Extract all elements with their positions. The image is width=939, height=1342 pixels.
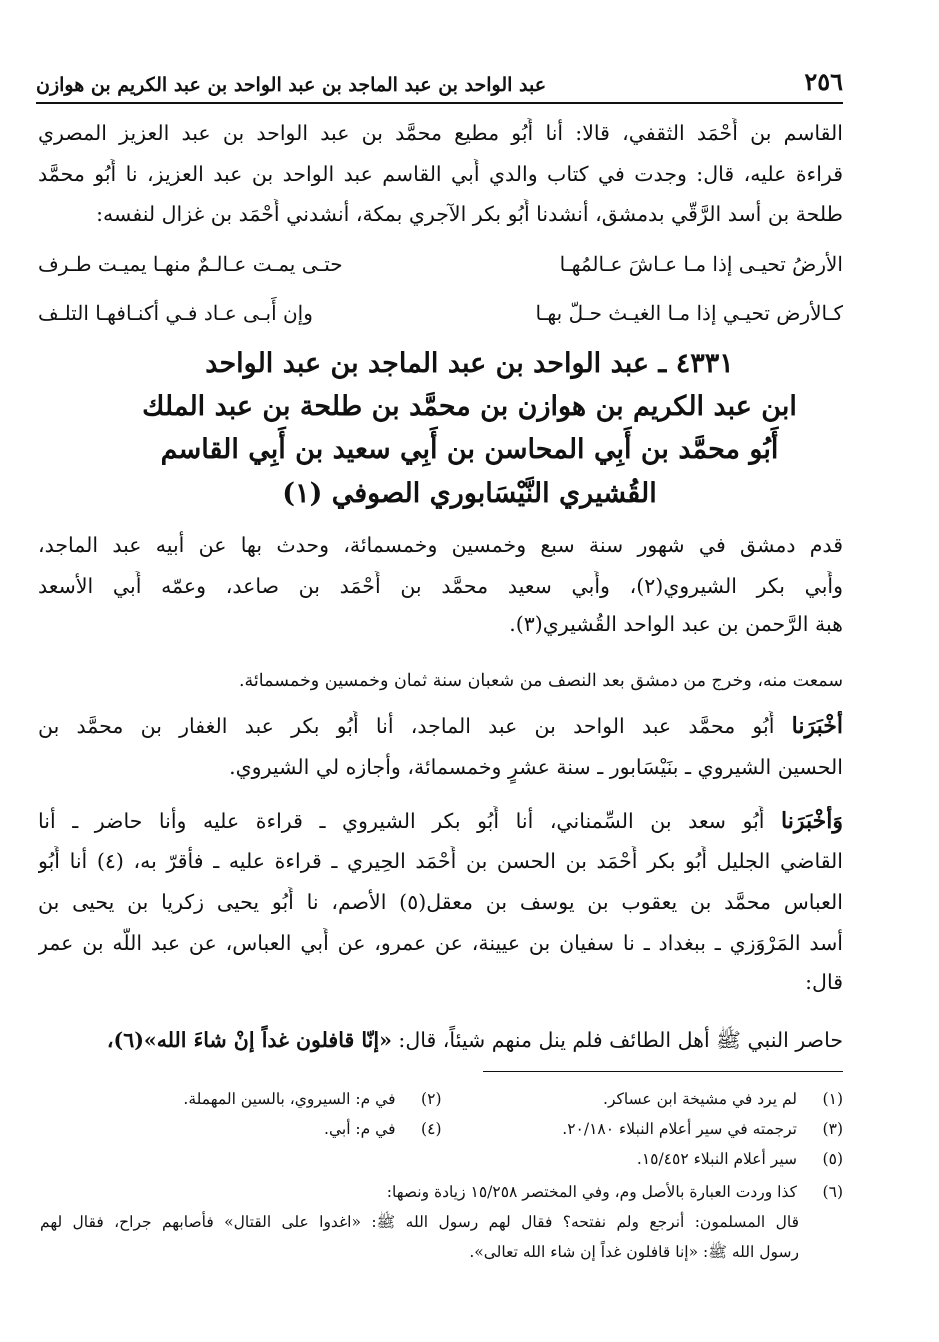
footnote-number: (١) (822, 1090, 843, 1108)
footnote (40, 1117, 442, 1143)
footnote-number: (٤) (421, 1120, 442, 1138)
footnote-text: ترجمته في سير أعلام النبلاء ٢٠/١٨٠. (562, 1120, 797, 1138)
text-line: قراءة عليه، قال: وجدت في كتاب والدي أَبي القاسم عبد الواحد بن عبد العزيز، نا أَبُو محمَّد (38, 162, 843, 186)
footnote-row (40, 1147, 843, 1173)
footnote-continuation: رسول الله ﷺ: «إنا قافلون غداً إن شاء الله تعالى». (469, 1243, 799, 1261)
footnote (363, 1147, 843, 1173)
footnote-number: (٥) (822, 1150, 843, 1168)
biography-heading-line: أَبُو محمَّد بن أَبِي المحاسن بن أَبِي سعيد بن أَبِي القاسم (160, 434, 779, 465)
footnote-text: سير أعلام النبلاء ١٥/٤٥٢. (636, 1150, 797, 1168)
verse-hemistich-second: وإن أَبـى عـاد فـي أكنـافهـا التلـف (38, 301, 313, 325)
footnote-number: (٦) (822, 1183, 843, 1201)
verse-hemistich-first: كـالأرض تحيـي إذا مـا الغيـث حـلّ بهـا (535, 301, 843, 325)
text-line: الحسين الشيروي ـ بنَيْسَابور ـ سنة عشرٍ وخمسمائة، وأجازه لي الشيروي. (229, 755, 843, 779)
footnote-text: في م: السيروي، بالسين المهملة. (183, 1090, 396, 1108)
footnote-continuation: قال المسلمون: أنرجع ولم نفتحه؟ فقال لهم رسول الله ﷺ: «اغدوا على القتال» فأصابهم جراح، فقال لهم (40, 1213, 799, 1231)
verse-line (38, 298, 843, 330)
hadith-line (38, 1025, 843, 1057)
isnad-text: أَبُو محمَّد عبد الواحد بن عبد الماجد، أنا أَبُو بكر عبد الغفار بن محمَّد بن (38, 714, 775, 738)
footnote-text: كذا وردت العبارة بالأصل وم، وفي المختصر ١٥/٢٥٨ زيادة ونصها: (386, 1183, 797, 1201)
hadith-prefix: حاصر النبي ﷺ أهل الطائف فلم ينل منهم شيئاً، قال: (398, 1028, 843, 1052)
footnote (442, 1117, 844, 1143)
biography-heading-line: ابن عبد الكريم بن هوازن بن محمَّد بن طلحة بن عبد الملك (142, 391, 797, 422)
text-line: هبة الرَّحمن بن عبد الواحد القُشيري(٣). (509, 612, 843, 636)
biography-heading-line: القُشيري النَّيْسَابوري الصوفي (١) (282, 478, 657, 509)
footnote-row (40, 1117, 843, 1143)
footnote-text: في م: أبي. (324, 1120, 396, 1138)
verse-line (38, 249, 843, 281)
running-header (36, 56, 843, 104)
footnote-number: (٣) (822, 1120, 843, 1138)
footnote-row (40, 1087, 843, 1113)
text-line: طلحة بن أسد الرَّقّي بدمشق، أنشدنا أَبُو بكر الآجري بمكة، أنشدني أَحْمَد بن غزال لنفسه: (96, 202, 843, 226)
text-line: قال: (805, 970, 843, 994)
text-line: وأَبي بكر الشيروي(٢)، وأَبي سعيد محمَّد بن أَحْمَد بن صاعد، وعمّه أَبي الأسعد (38, 574, 843, 598)
text-line: سمعت منه، وخرج من دمشق بعد النصف من شعبان سنة ثمان وخمسين وخمسمائة. (238, 671, 843, 691)
text-line: القاسم بن أَحْمَد الثقفي، قالا: أنا أَبُو مطيع محمَّد بن عبد الواحد بن عبد العزيز المصري (38, 121, 843, 145)
verse-hemistich-first: الأرضُ تحيـى إذا مـا عـاشَ عـالمُهـا (559, 252, 843, 276)
page-number: ٢٥٦ (804, 67, 843, 96)
text-line: العباس محمَّد بن يعقوب بن يوسف بن معقل(٥) الأصم، نا أَبُو يحيى زكريا بن يحيى بن (38, 890, 843, 914)
text-line (38, 806, 843, 838)
hadith-quote: «إنّا قافلون غداً إنْ شاءَ الله»(٦)، (106, 1028, 392, 1052)
text-line: قدم دمشق في شهور سنة سبع وخمسين وخمسمائة، وحدث بها عن أبيه عبد الماجد، (38, 533, 843, 557)
footnote-separator (483, 1071, 843, 1072)
isnad-text: أَبُو سعد بن السِّمناني، أنا أَبُو بكر الشيروي ـ قراءة عليه وأنا حاضر ـ أنا (38, 809, 765, 833)
footnote-text: لم يرد في مشيخة ابن عساكر. (603, 1090, 797, 1108)
footnote-row (40, 1180, 843, 1206)
text-line: أسد المَرْوَزي ـ ببغداد ـ نا سفيان بن عيينة، عن عمرو، عن أَبي العباس، عن عبد اللَّه بن عمر (38, 931, 843, 955)
akhbarana-lead: وَأَخْبَرَنا (781, 808, 843, 834)
footnote-number: (٢) (421, 1090, 442, 1108)
footnote (40, 1087, 442, 1113)
footnote (442, 1087, 844, 1113)
biography-heading-line: ٤٣٣١ ـ عبد الواحد بن عبد الماجد بن عبد الواحد (205, 348, 734, 379)
text-line: القاضي الجليل أَبُو بكر أَحْمَد بن الحسن بن أَحْمَد الحِيري ـ قراءة عليه ـ فأقرّ به، (٤) أنا أَبُو (38, 849, 843, 873)
running-title: عبد الواحد بن عبد الماجد بن عبد الواحد بن عبد الكريم بن هوازن (36, 74, 547, 96)
akhbarana-lead: أَخْبَرَنا (791, 713, 843, 739)
verse-hemistich-second: حتـى يمـت عـالـمٌ منهـا يميـت طـرف (38, 252, 343, 276)
text-line (38, 711, 843, 743)
